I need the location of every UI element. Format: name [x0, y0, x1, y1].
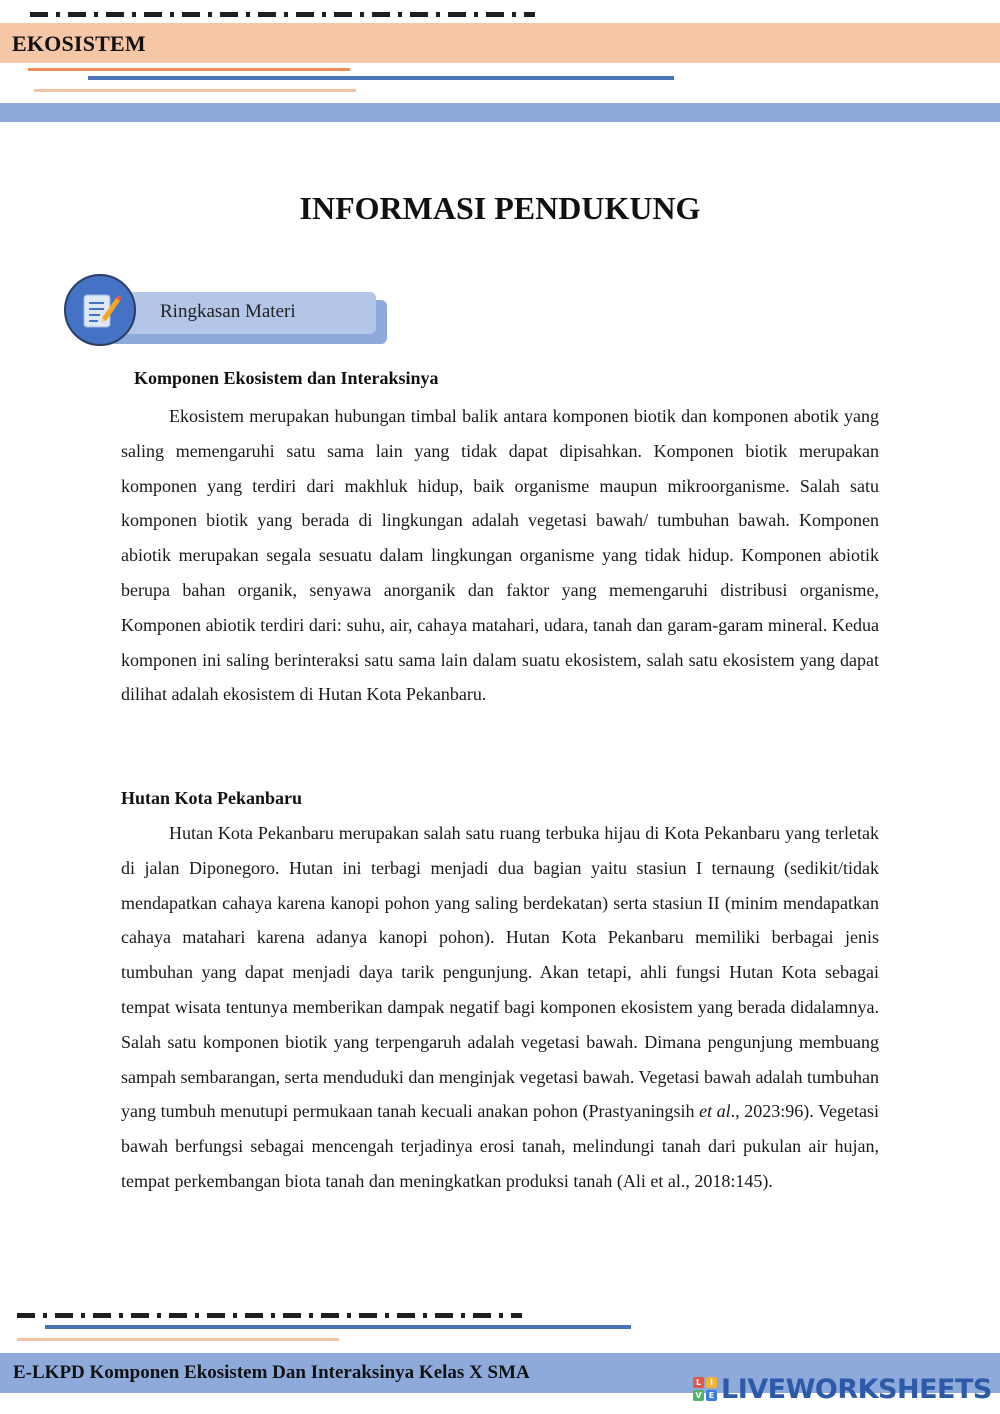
blue-divider-band: [0, 103, 1000, 122]
decorative-line: [28, 68, 350, 71]
section-heading-komponen: Komponen Ekosistem dan Interaksinya: [134, 368, 439, 388]
summary-pill-label: Ringkasan Materi: [160, 301, 296, 322]
paragraph-text-part2: ., 2023:96). Vegetasi bawah berfungsi sebagai mencengah terjadinya erosi tanah, melindungi tanah dari pukulan air hujan, tempat perkembangan biota tanah dan meningkatkan produksi tanah (Ali et al., 2018:145).: [121, 1101, 879, 1191]
liveworksheets-logo[interactable]: [693, 1372, 992, 1406]
liveworksheets-brand-text: LIVEWORKSHEETS: [721, 1373, 992, 1405]
logo-grid-cell: V: [693, 1390, 704, 1401]
summary-icon-circle: [64, 274, 136, 346]
logo-grid-cell: I: [706, 1377, 717, 1388]
logo-grid-cell: L: [693, 1377, 704, 1388]
decorative-line: [34, 89, 356, 92]
citation-italic: et al: [699, 1101, 731, 1122]
decorative-line: [88, 76, 674, 80]
section-heading-hutan-kota: Hutan Kota Pekanbaru: [121, 788, 303, 808]
document-pencil-icon: [78, 288, 122, 332]
top-dashed-decoration: [30, 12, 535, 17]
header-title: EKOSISTEM: [12, 31, 146, 56]
paragraph-text-part1: Hutan Kota Pekanbaru merupakan salah satu ruang terbuka hijau di Kota Pekanbaru yang terletak di jalan Diponegoro. Hutan ini terbagi menjadi dua bagian yaitu stasiun I ternaung (sedikit/tidak mendapatkan cahaya karena kanopi pohon yang saling berdekatan) serta stasiun II (minim mendapatkan cahaya matahari karena adanya kanopi pohon). Hutan Kota Pekanbaru memiliki berbagai jenis tumbuhan yang dapat menjadi daya tarik pengunjung. Akan tetapi, ahli fungsi Hutan Kota sebagai tempat wisata tentunya memberikan dampak negatif bagi komponen ekosistem yang berada didalamnya. Salah satu komponen biotik yang terpengaruh adalah vegetasi bawah. Dimana pengunjung membuang sampah sembarangan, serta menduduki dan menginjak vegetasi bawah. Vegetasi bawah adalah tumbuhan yang tumbuh menutupi permukaan tanah kecuali anakan pohon (Prastyaningsih: [121, 823, 879, 1122]
paragraph-komponen: [121, 399, 879, 712]
decorative-line: [45, 1325, 631, 1329]
page-title: INFORMASI PENDUKUNG: [299, 190, 701, 226]
liveworksheets-logo-icon: [693, 1377, 717, 1401]
footer-title: E-LKPD Komponen Ekosistem Dan Interaksinya Kelas X SMA: [13, 1362, 530, 1383]
paragraph-text: Ekosistem merupakan hubungan timbal balik antara komponen biotik dan komponen abotik yang saling memengaruhi satu sama lain yang tidak dapat dipisahkan. Komponen biotik merupakan komponen yang terdiri dari makhluk hidup, baik organisme maupun mikroorganisme. Salah satu komponen biotik yang berada di lingkungan adalah vegetasi bawah/ tumbuhan bawah. Komponen abiotik merupakan segala sesuatu dalam lingkungan organisme yang tidak hidup. Komponen abiotik berupa bahan organik, senyawa anorganik dan faktor yang memengaruhi distribusi organisme, Komponen abiotik terdiri dari: suhu, air, cahaya matahari, udara, tanah dan garam-garam mineral. Kedua komponen ini saling berinteraksi satu sama lain dalam suatu ekosistem, salah satu ekosistem yang dapat dilihat adalah ekosistem di Hutan Kota Pekanbaru.: [121, 406, 879, 705]
bottom-dashed-decoration: [17, 1313, 522, 1318]
logo-grid-cell: E: [706, 1390, 717, 1401]
header-band: [0, 23, 1000, 63]
decorative-line: [17, 1338, 339, 1341]
paragraph-text: [121, 816, 879, 1199]
paragraph-hutan-kota: [121, 816, 879, 1199]
